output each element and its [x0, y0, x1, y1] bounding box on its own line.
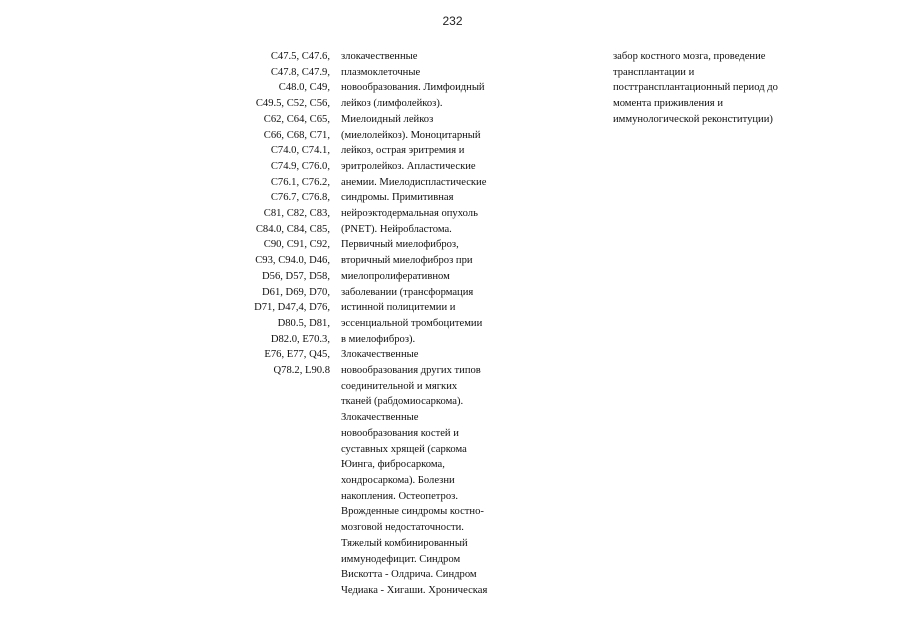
diagnosis-text-line: Первичный миелофиброз, — [341, 239, 459, 251]
diagnosis-text-line: тканей (рабдомиосаркома). — [341, 396, 464, 408]
diagnosis-text-line: Врожденные синдромы костно- — [341, 506, 484, 518]
icd-code-line: C76.1, C76.2, — [270, 176, 330, 188]
diagnosis-text-line: (PNET). Нейробластома. — [341, 223, 452, 235]
diagnosis-text-line: плазмоклеточные — [341, 66, 421, 78]
diagnosis-text-line: суставных хрящей (саркома — [341, 443, 467, 455]
diagnosis-text-line: Чедиака - Хигаши. Хроническая — [341, 584, 488, 596]
diagnosis-text-line: Юинга, фибросаркома, — [341, 459, 445, 471]
diagnosis-text-line: лейкоз, острая эритремия и — [341, 145, 465, 157]
diagnosis-text-line: лейкоз (лимфолейкоз). — [341, 98, 443, 110]
diagnosis-text-line: Злокачественные — [341, 412, 419, 424]
diagnosis-text-line: миелопролиферативном — [341, 270, 450, 282]
method-text-line: трансплантации и — [613, 66, 695, 78]
icd-code-line: D61, D69, D70, — [262, 286, 330, 298]
diagnosis-text-line: анемии. Миелодиспластические — [341, 176, 487, 188]
method-text-line: иммунологической реконституции) — [613, 113, 773, 125]
icd-code-line: C66, C68, C71, — [263, 129, 330, 141]
icd-code-line: C84.0, C84, C85, — [255, 223, 330, 235]
diagnosis-text-line: истинной полицитемии и — [341, 302, 456, 314]
icd-code-line: C74.0, C74.1, — [270, 145, 330, 157]
icd-code-line: Q78.2, L90.8 — [273, 365, 330, 377]
icd-code-line: C76.7, C76.8, — [270, 192, 330, 204]
diagnosis-text-line: Злокачественные — [341, 349, 419, 361]
diagnosis-text-line: эссенциальной тромбоцитемии — [341, 317, 483, 329]
diagnosis-text-line: новообразования. Лимфоидный — [341, 82, 485, 94]
page-number: 232 — [442, 14, 463, 28]
diagnosis-text-line: нейроэктодермальная опухоль — [341, 208, 478, 220]
diagnosis-text-line: иммунодефицит. Синдром — [341, 553, 461, 565]
diagnosis-text-line: мозговой недостаточности. — [341, 522, 464, 534]
icd-code-line: C81, C82, C83, — [263, 208, 330, 220]
icd-code-line: C62, C64, C65, — [263, 113, 330, 125]
diagnosis-text-line: хондросаркома). Болезни — [341, 474, 455, 486]
icd-codes-column — [230, 49, 330, 379]
icd-code-line: C74.9, C76.0, — [270, 160, 330, 172]
treatment-method-column — [613, 49, 813, 128]
icd-code-line: C47.8, C47.9, — [270, 66, 330, 78]
icd-code-line: D82.0, E70.3, — [270, 333, 330, 345]
diagnosis-text-line: Тяжелый комбинированный — [341, 537, 468, 549]
icd-code-line: D56, D57, D58, — [262, 270, 330, 282]
diagnosis-text-line: заболевании (трансформация — [341, 286, 474, 298]
icd-code-line: C90, C91, C92, — [263, 239, 330, 251]
diagnosis-text-line: злокачественные — [341, 51, 418, 62]
icd-code-line: E76, E77, Q45, — [264, 349, 330, 361]
method-text-line: забор костного мозга, проведение — [613, 51, 766, 62]
icd-code-line: D80.5, D81, — [277, 317, 330, 329]
icd-code-line: C49.5, C52, C56, — [255, 98, 330, 110]
diagnosis-text-line: в миелофиброз). — [341, 333, 416, 345]
diagnosis-text-line: Миелоидный лейкоз — [341, 113, 434, 125]
icd-code-line: C93, C94.0, D46, — [255, 255, 330, 267]
diagnosis-text-line: эритролейкоз. Апластические — [341, 160, 476, 172]
diagnosis-text-line: синдромы. Примитивная — [341, 192, 454, 204]
diagnosis-text-line: Вискотта - Олдрича. Синдром — [341, 569, 477, 581]
method-text-line: момента приживления и — [613, 98, 723, 110]
diagnosis-text-line: накопления. Остеопетроз. — [341, 490, 458, 502]
diagnosis-text-line: вторичный миелофиброз при — [341, 255, 473, 267]
icd-code-line: C48.0, C49, — [278, 82, 330, 94]
icd-code-line: C47.5, C47.6, — [270, 51, 330, 62]
diagnosis-text-line: новообразования костей и — [341, 427, 459, 439]
diagnosis-text-line: (миелолейкоз). Моноцитарный — [341, 129, 481, 141]
icd-code-line: D71, D47,4, D76, — [254, 302, 330, 314]
diagnosis-column — [341, 49, 511, 599]
diagnosis-text-line: соединительной и мягких — [341, 380, 458, 392]
diagnosis-text-line: новообразования других типов — [341, 365, 481, 377]
method-text-line: посттрансплантационный период до — [613, 82, 778, 94]
